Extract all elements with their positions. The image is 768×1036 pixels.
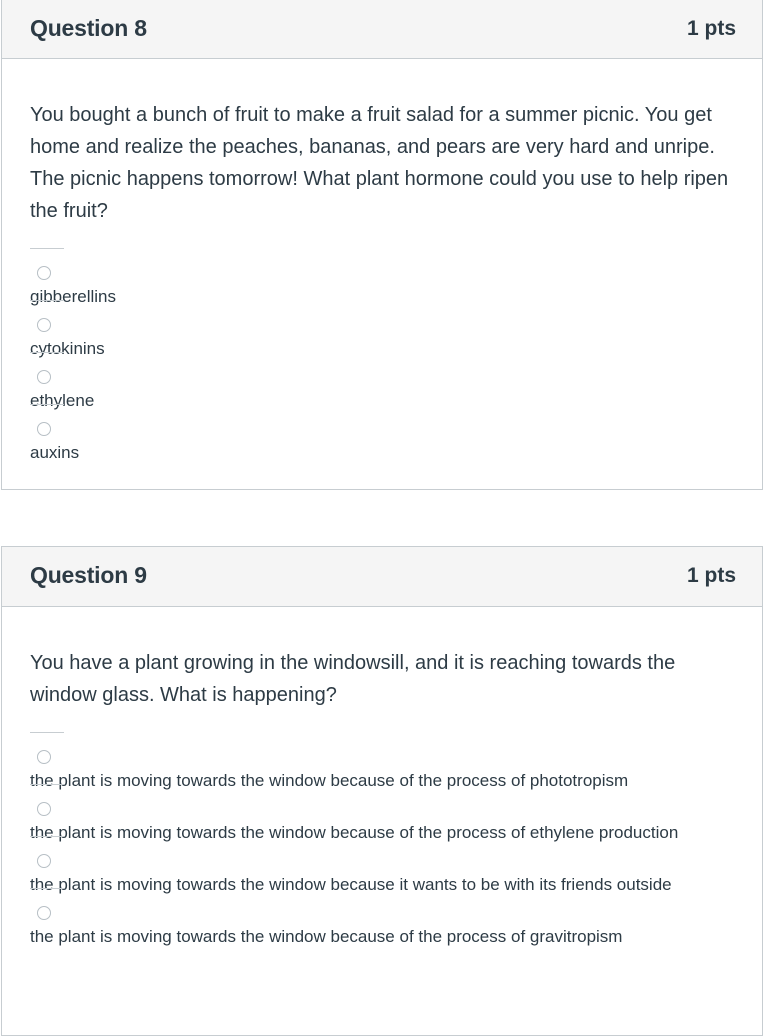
answer-label: the plant is moving towards the window because of the process of ethylene production [30,823,679,842]
question-title: Question 8 [30,15,147,41]
radio-button[interactable] [37,266,51,280]
question-text: You bought a bunch of fruit to make a fruit salad for a summer picnic. You get home and realize the peaches, bananas, and pears are very hard and unripe. The picnic happens tomorrow! What plant hormone could you use to help ripen the fruit? [30,104,729,222]
answer-label: gibberellins [30,287,116,306]
answer-option-gibberellins[interactable] [30,248,738,310]
question-points: 1 pts [686,564,736,587]
question-header [2,547,762,607]
radio-button[interactable] [37,750,51,764]
answer-label: the plant is moving towards the window because it wants to be with its friends outside [30,875,672,894]
answer-option-phototropism[interactable] [30,732,738,794]
answer-label: cytokinins [30,339,105,358]
answer-label: ethylene [30,391,95,410]
radio-button[interactable] [37,802,51,816]
question-9-card [1,546,763,1036]
answer-list [30,258,738,466]
answer-list [30,742,738,950]
question-text: You have a plant growing in the windowsill, and it is reaching towards the window glass. What is happening? [30,652,676,706]
radio-button[interactable] [37,370,51,384]
question-header [2,0,762,59]
radio-button[interactable] [37,854,51,868]
question-8-card [1,0,763,490]
answer-label: auxins [30,443,80,462]
radio-button[interactable] [37,906,51,920]
answer-label: the plant is moving towards the window because of the process of gravitropism [30,927,623,946]
question-points: 1 pts [686,17,736,40]
radio-button[interactable] [37,422,51,436]
radio-button[interactable] [37,318,51,332]
answer-label: the plant is moving towards the window because of the process of phototropism [30,771,629,790]
question-title: Question 9 [30,562,147,588]
